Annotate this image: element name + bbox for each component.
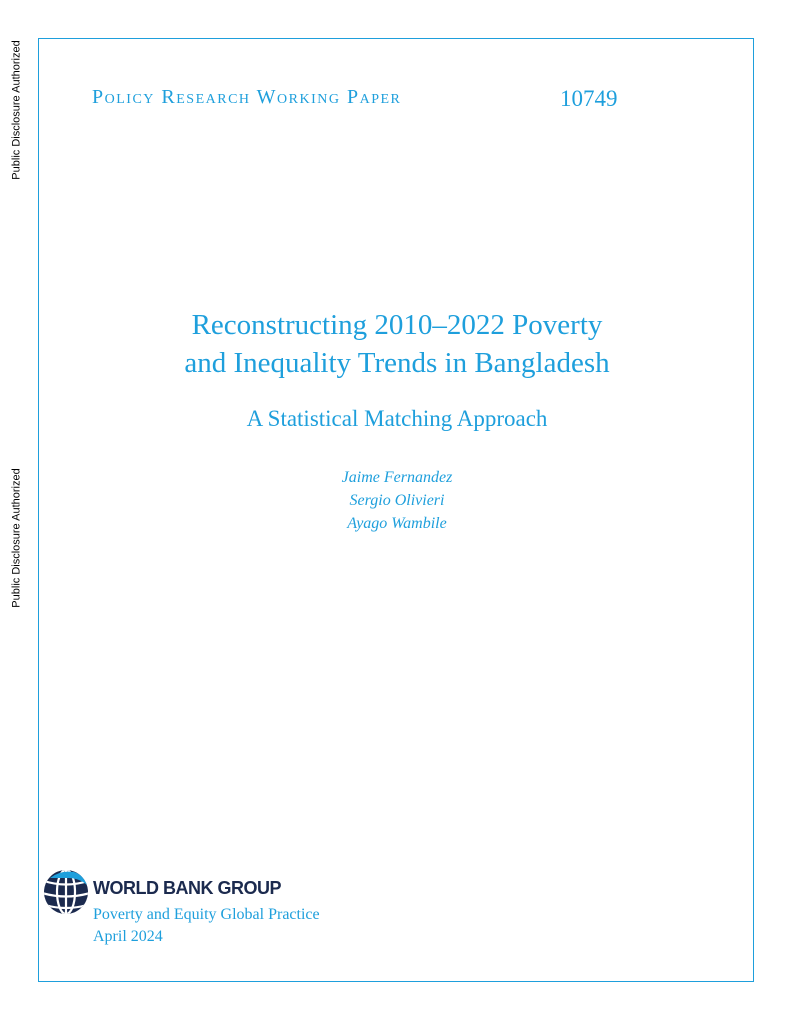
disclosure-label-top-text: Public Disclosure Authorized <box>11 40 23 180</box>
author-name: Sergio Olivieri <box>349 492 445 509</box>
disclosure-label-top <box>8 20 26 200</box>
global-practice: Poverty and Equity Global Practice <box>93 906 320 923</box>
author-name: Ayago Wambile <box>347 515 447 532</box>
globe-icon <box>40 866 92 918</box>
publication-date: April 2024 <box>93 928 163 945</box>
paper-title-line-2: and Inequality Trends in Bangladesh <box>184 347 610 379</box>
author-name: Jaime Fernandez <box>341 469 453 486</box>
disclosure-label-middle <box>8 440 26 635</box>
disclosure-label-middle-text: Public Disclosure Authorized <box>11 467 23 608</box>
paper-title-line-1: Reconstructing 2010–2022 Poverty <box>191 309 603 341</box>
organization-name: WORLD BANK GROUP <box>93 878 281 898</box>
author-list <box>100 466 694 535</box>
paper-subtitle: A Statistical Matching Approach <box>246 406 548 431</box>
paper-title <box>100 306 694 382</box>
paper-number: 10749 <box>560 86 618 111</box>
series-name: Policy Research Working Paper <box>92 86 402 108</box>
